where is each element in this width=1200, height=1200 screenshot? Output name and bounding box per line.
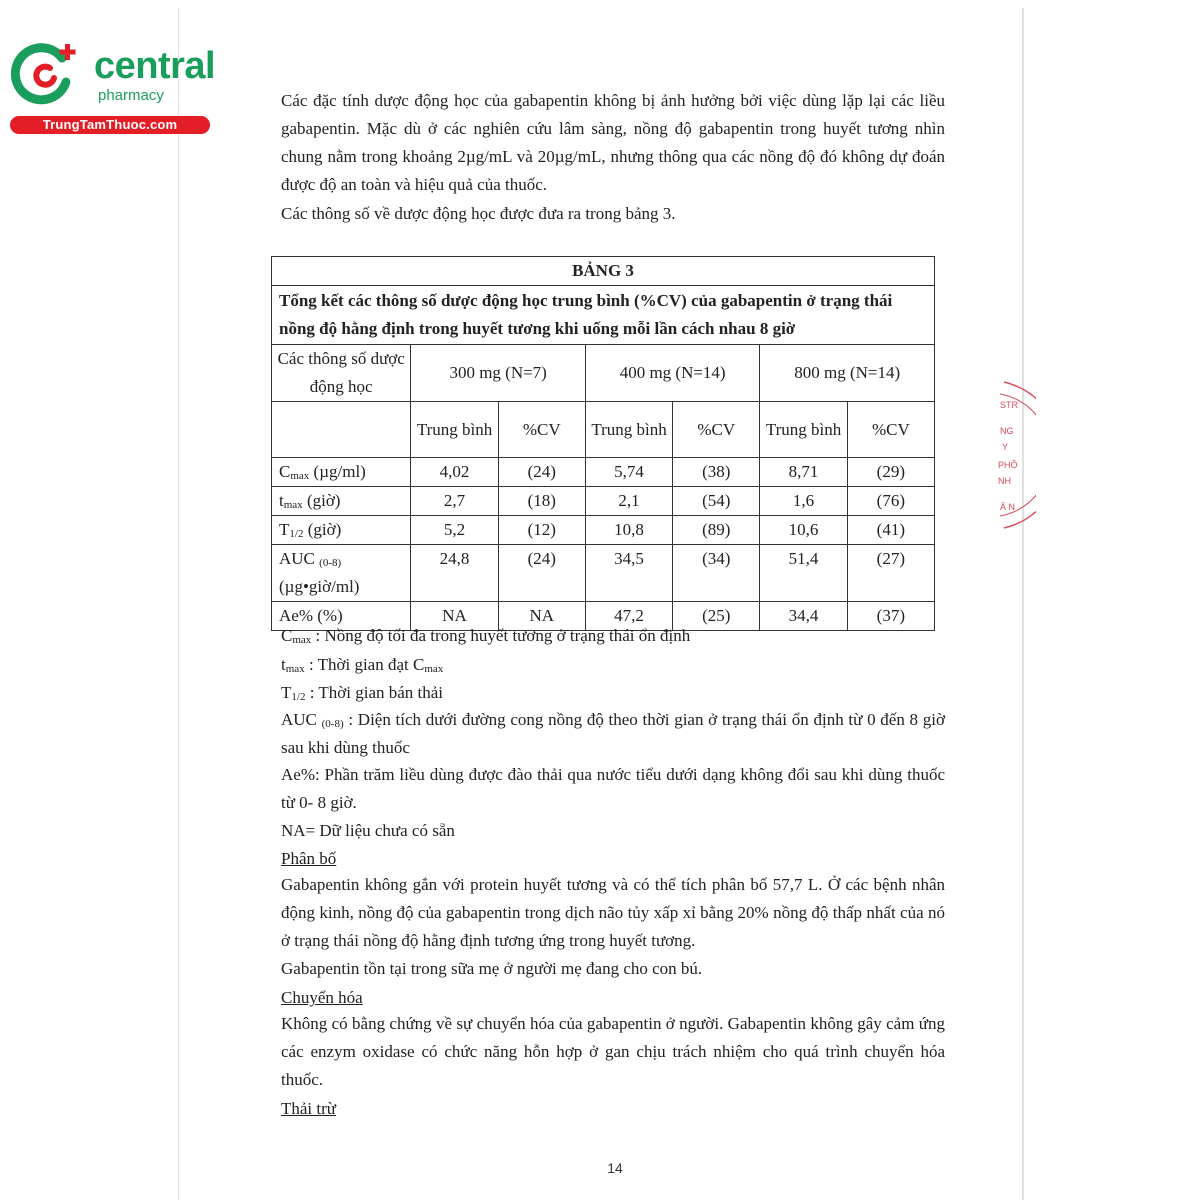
cv-header: %CV <box>847 402 934 458</box>
group-header: 300 mg (N=7) <box>411 345 586 402</box>
row-label: Ae% (%) <box>272 602 411 631</box>
table-cell: (37) <box>847 602 934 631</box>
svg-text:PHÔ: PHÔ <box>998 460 1018 470</box>
cv-header: %CV <box>673 402 760 458</box>
table-cell: 5,2 <box>411 516 498 545</box>
logo-sub-text: pharmacy <box>98 87 164 104</box>
note-na: NA= Dữ liệu chưa có sẵn <box>281 821 455 840</box>
table-cell: NA <box>411 602 498 631</box>
row-label: $C_{max}$ (µg/ml) <box>272 458 411 487</box>
table-cell: 2,1 <box>585 487 672 516</box>
intro-table-reference: Các thông số về dược động học được đưa ra trong bảng 3. <box>281 204 676 223</box>
table-cell: (25) <box>673 602 760 631</box>
table-cell: (24) <box>498 458 585 487</box>
table-cell: 1,6 <box>760 487 847 516</box>
table-cell: (12) <box>498 516 585 545</box>
section-heading-elimination: Thải trừ <box>281 1099 337 1118</box>
note-cmax: $C_{max}$ : Nồng độ tối đa trong huyết tương ở trạng thái ổn định <box>281 626 691 646</box>
table-cell: 51,4 <box>760 545 847 602</box>
table-cell: (41) <box>847 516 934 545</box>
pharmacy-cross-icon <box>10 38 80 108</box>
table-cell: (27) <box>847 545 934 602</box>
row-label: $T_{1/2}$ (giờ) <box>272 516 411 545</box>
metabolism-paragraph: Không có bằng chứng về sự chuyển hóa của gabapentin ở người. Gabapentin không gây cảm ứng các enzym oxidase có chức năng hỗn hợp ở gan chịu trách nhiệm cho quá trình chuyển hóa thuốc. <box>281 1014 945 1089</box>
svg-text:STR: STR <box>1000 400 1018 410</box>
table-cell: 10,8 <box>585 516 672 545</box>
section-heading-metabolism: Chuyển hóa <box>281 988 363 1007</box>
table-cell: 24,8 <box>411 545 498 602</box>
distribution-breastmilk: Gabapentin tồn tại trong sữa mẹ ở người mẹ đang cho con bú. <box>281 959 703 978</box>
table-cell: 10,6 <box>760 516 847 545</box>
table-title: BẢNG 3 <box>272 257 935 286</box>
table-cell: 4,02 <box>411 458 498 487</box>
svg-text:Ă N: Ă N <box>1000 502 1016 512</box>
svg-text:NG: NG <box>1000 426 1014 436</box>
logo-brand-text: central <box>94 45 216 87</box>
param-header: Các thông số dược động học <box>272 345 411 402</box>
note-tmax: $t_{max}$ : Thời gian đạt $C_{max}$ <box>281 655 444 675</box>
svg-text:NH: NH <box>998 476 1011 486</box>
table-cell: (89) <box>673 516 760 545</box>
table-cell: (38) <box>673 458 760 487</box>
note-t12: $T_{1/2}$ : Thời gian bán thải <box>281 683 444 703</box>
logo-site-bar: TrungTamThuoc.com <box>10 116 210 134</box>
row-label: AUC $_{(0-8)}$ (µg•giờ/ml) <box>272 545 411 602</box>
table-cell: 8,71 <box>760 458 847 487</box>
mean-header: Trung bình <box>760 402 847 458</box>
pk-table <box>271 256 935 631</box>
table-cell: (24) <box>498 545 585 602</box>
mean-header: Trung bình <box>585 402 672 458</box>
table-cell: 2,7 <box>411 487 498 516</box>
svg-text:Y: Y <box>1002 442 1009 452</box>
central-pharmacy-logo <box>10 38 215 138</box>
table-cell: (29) <box>847 458 934 487</box>
table-row <box>272 545 935 602</box>
row-label: $t_{max}$ (giờ) <box>272 487 411 516</box>
group-header: 400 mg (N=14) <box>585 345 760 402</box>
page-number: 14 <box>607 1160 623 1176</box>
table-cell: 47,2 <box>585 602 672 631</box>
cv-header: %CV <box>498 402 585 458</box>
intro-paragraph: Các đặc tính dược động học của gabapentin không bị ảnh hưởng bởi việc dùng lặp lại các liều gabapentin. Mặc dù ở các nghiên cứu lâm sàng, nồng độ gabapentin trong huyết tương nhìn chung nằm trong khoảng 2µg/mL và 20µg/mL, nhưng thông qua các nồng độ đó không dự đoán được độ an toàn và hiệu quả của thuốc. <box>281 91 945 194</box>
table-cell: 5,74 <box>585 458 672 487</box>
mean-header: Trung bình <box>411 402 498 458</box>
note-auc: AUC $_{(0-8)}$ : Diện tích dưới đường cong nồng độ theo thời gian ở trạng thái ổn định từ 0 đến 8 giờ sau khi dùng thuốc <box>281 710 945 757</box>
note-ae: Ae%: Phần trăm liều dùng được đào thải qua nước tiểu dưới dạng không đổi sau khi dùng thuốc từ 0- 8 giờ. <box>281 765 945 812</box>
empty-cell <box>272 402 411 458</box>
group-header: 800 mg (N=14) <box>760 345 935 402</box>
table-cell: (34) <box>673 545 760 602</box>
table-subtitle: Tổng kết các thông số dược động học trung bình (%CV) của gabapentin ở trạng thái nồng độ hằng định trong huyết tương khi uống mỗi lần cách nhau 8 giờ <box>272 286 935 345</box>
table-row <box>272 487 935 516</box>
section-heading-distribution: Phân bố <box>281 849 337 868</box>
distribution-paragraph: Gabapentin không gắn với protein huyết tương và có thể tích phân bố 57,7 L. Ở các bệnh nhân động kinh, nồng độ của gabapentin trong dịch não tủy xấp xỉ bằng 20% nồng độ thấp nhất của nó ở trạng thái nồng độ hằng định tương ứng trong huyết tương. <box>281 875 945 950</box>
table-cell: 34,5 <box>585 545 672 602</box>
table-cell: (76) <box>847 487 934 516</box>
stamp-mark <box>996 380 1036 530</box>
table-cell: 34,4 <box>760 602 847 631</box>
table-cell: (18) <box>498 487 585 516</box>
table-cell: (54) <box>673 487 760 516</box>
table-cell: NA <box>498 602 585 631</box>
table-row <box>272 458 935 487</box>
table-row <box>272 516 935 545</box>
